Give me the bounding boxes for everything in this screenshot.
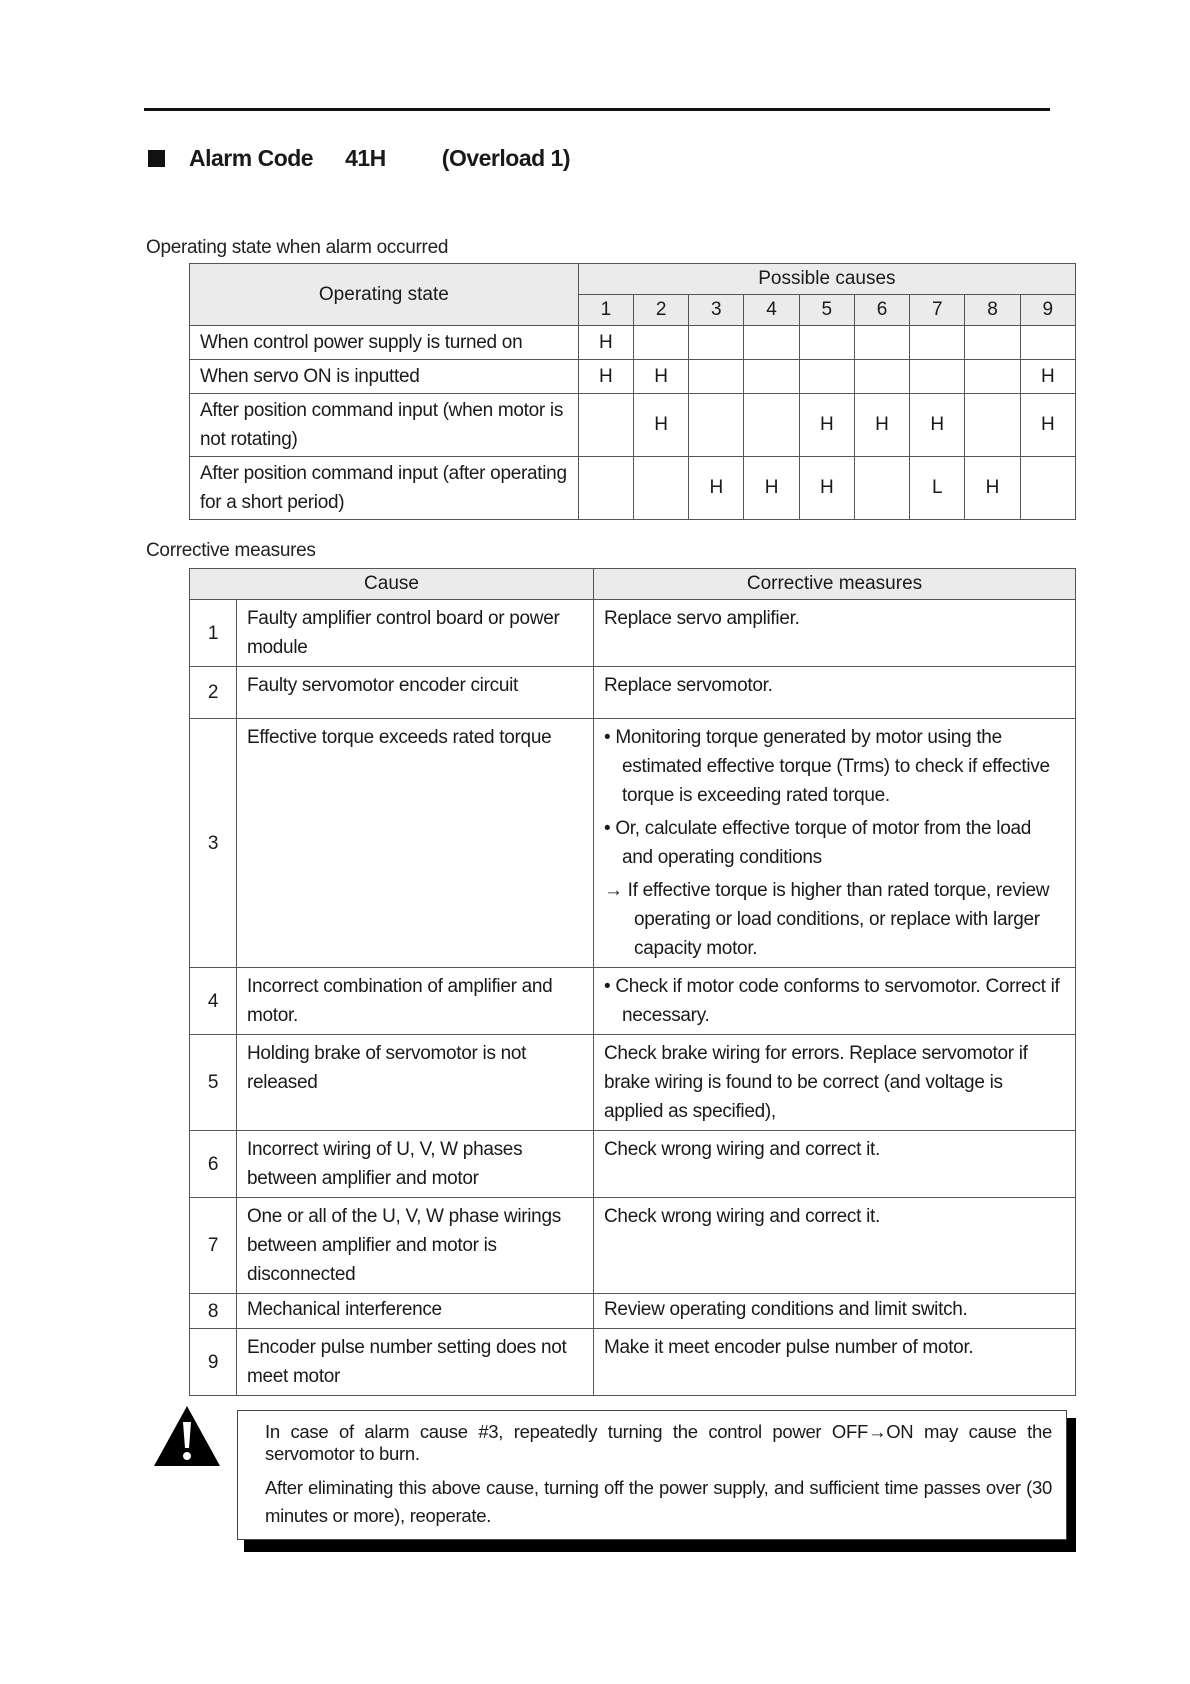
cause-number-header: 2 (633, 295, 688, 326)
state-description: After position command input (when motor is not rotating) (190, 394, 579, 457)
warning-box (237, 1410, 1067, 1540)
operating-state-table (189, 263, 1076, 520)
state-mark (744, 360, 799, 394)
cause-number: 6 (190, 1131, 237, 1198)
title-label: Alarm Code (189, 144, 314, 171)
cause-number-header: 7 (910, 295, 965, 326)
cause-text: Mechanical interference (237, 1294, 594, 1329)
state-mark (1020, 457, 1075, 520)
state-mark (965, 360, 1020, 394)
cause-number-header: 8 (965, 295, 1020, 326)
state-mark (965, 326, 1020, 360)
cause-text: Holding brake of servomotor is not released (237, 1035, 594, 1131)
cause-number-header: 1 (578, 295, 633, 326)
state-mark: H (965, 457, 1020, 520)
cause-text: Encoder pulse number setting does not meet motor (237, 1329, 594, 1396)
state-mark: H (744, 457, 799, 520)
cause-number: 9 (190, 1329, 237, 1396)
state-mark: L (910, 457, 965, 520)
state-mark: H (1020, 360, 1075, 394)
warning-text: In case of alarm cause #3, repeatedly turning the control power OFF→ON may cause the servomotor to burn. (265, 1421, 1052, 1464)
table-row (190, 719, 1076, 968)
state-mark (910, 326, 965, 360)
table-row (190, 394, 1076, 457)
table-row (190, 1329, 1076, 1396)
cause-text: Incorrect combination of amplifier and motor. (237, 968, 594, 1035)
measure-text (594, 719, 1076, 968)
state-mark (744, 326, 799, 360)
measures-section-label: Corrective measures (146, 540, 316, 561)
cause-number: 8 (190, 1294, 237, 1329)
state-mark (854, 457, 909, 520)
cause-number-header: 4 (744, 295, 799, 326)
state-mark (799, 360, 854, 394)
possible-causes-header: Possible causes (578, 264, 1075, 295)
state-description: When servo ON is inputted (190, 360, 579, 394)
state-mark (744, 394, 799, 457)
warning-triangle-icon (152, 1404, 222, 1468)
state-mark (578, 457, 633, 520)
state-mark: H (689, 457, 744, 520)
table-row (190, 1198, 1076, 1294)
measure-text: Check wrong wiring and correct it. (594, 1131, 1076, 1198)
cause-number: 1 (190, 600, 237, 667)
measure-bullet: • Monitoring torque generated by motor using the estimated effective torque (Trms) to check if effective torque is exceeding rated torque. (604, 727, 1050, 806)
top-rule (144, 108, 1050, 111)
state-mark: H (633, 360, 688, 394)
corrective-measures-table (189, 568, 1076, 1396)
measure-text: • Check if motor code conforms to servomotor. Correct if necessary. (604, 976, 1060, 1026)
cause-text: Faulty servomotor encoder circuit (237, 667, 594, 719)
state-mark (854, 326, 909, 360)
state-mark: H (633, 394, 688, 457)
measure-bullet: • Or, calculate effective torque of motor from the load and operating conditions (604, 818, 1032, 868)
alarm-name: (Overload 1) (441, 144, 571, 171)
state-mark (799, 326, 854, 360)
table-row (190, 326, 1076, 360)
table-row (190, 1131, 1076, 1198)
state-mark: H (854, 394, 909, 457)
cause-number: 4 (190, 968, 237, 1035)
page-title (148, 142, 570, 174)
measure-arrow-note: → If effective torque is higher than rated torque, review operating or load conditions, or replace with larger capacity motor. (604, 880, 1050, 959)
state-mark (689, 326, 744, 360)
state-mark (689, 360, 744, 394)
table-row (190, 1294, 1076, 1329)
state-mark: H (799, 457, 854, 520)
cause-number: 7 (190, 1198, 237, 1294)
state-mark: H (799, 394, 854, 457)
black-square-bullet-icon (148, 150, 165, 167)
cause-number-header: 6 (854, 295, 909, 326)
cause-number-header: 3 (689, 295, 744, 326)
cause-text: Effective torque exceeds rated torque (237, 719, 594, 968)
state-description: When control power supply is turned on (190, 326, 579, 360)
cause-text: Incorrect wiring of U, V, W phases between amplifier and motor (237, 1131, 594, 1198)
state-mark (633, 457, 688, 520)
state-mark (578, 394, 633, 457)
state-section-label: Operating state when alarm occurred (146, 237, 449, 258)
measure-text: Review operating conditions and limit switch. (594, 1294, 1076, 1329)
cause-number-header: 5 (799, 295, 854, 326)
alarm-code: 41H (345, 144, 386, 171)
measures-header: Corrective measures (594, 569, 1076, 600)
state-mark (689, 394, 744, 457)
table-row (190, 968, 1076, 1035)
table-row (190, 457, 1076, 520)
state-mark (633, 326, 688, 360)
cause-text: One or all of the U, V, W phase wirings between amplifier and motor is disconnected (237, 1198, 594, 1294)
cause-number: 3 (190, 719, 237, 968)
measure-text: Replace servomotor. (594, 667, 1076, 719)
state-mark: H (1020, 394, 1075, 457)
warning-text: After eliminating this above cause, turning off the power supply, and sufficient time passes over (30 minutes or more), reoperate. (265, 1477, 1052, 1526)
table-row (190, 360, 1076, 394)
cause-number: 2 (190, 667, 237, 719)
state-mark: H (578, 360, 633, 394)
state-mark (910, 360, 965, 394)
measure-text: Make it meet encoder pulse number of motor. (594, 1329, 1076, 1396)
cause-text: Faulty amplifier control board or power module (237, 600, 594, 667)
cause-header: Cause (190, 569, 594, 600)
measure-text: Replace servo amplifier. (594, 600, 1076, 667)
state-mark (965, 394, 1020, 457)
table-row (190, 1035, 1076, 1131)
table-row (190, 667, 1076, 719)
cause-number-header: 9 (1020, 295, 1075, 326)
state-mark (854, 360, 909, 394)
measure-text: Check wrong wiring and correct it. (594, 1198, 1076, 1294)
state-mark: H (910, 394, 965, 457)
operating-state-header: Operating state (190, 264, 579, 326)
state-description: After position command input (after operating for a short period) (190, 457, 579, 520)
measure-text: Check brake wiring for errors. Replace servomotor if brake wiring is found to be correct (and voltage is applied as specified), (594, 1035, 1076, 1131)
state-mark (1020, 326, 1075, 360)
state-mark: H (578, 326, 633, 360)
cause-number: 5 (190, 1035, 237, 1131)
table-row (190, 600, 1076, 667)
